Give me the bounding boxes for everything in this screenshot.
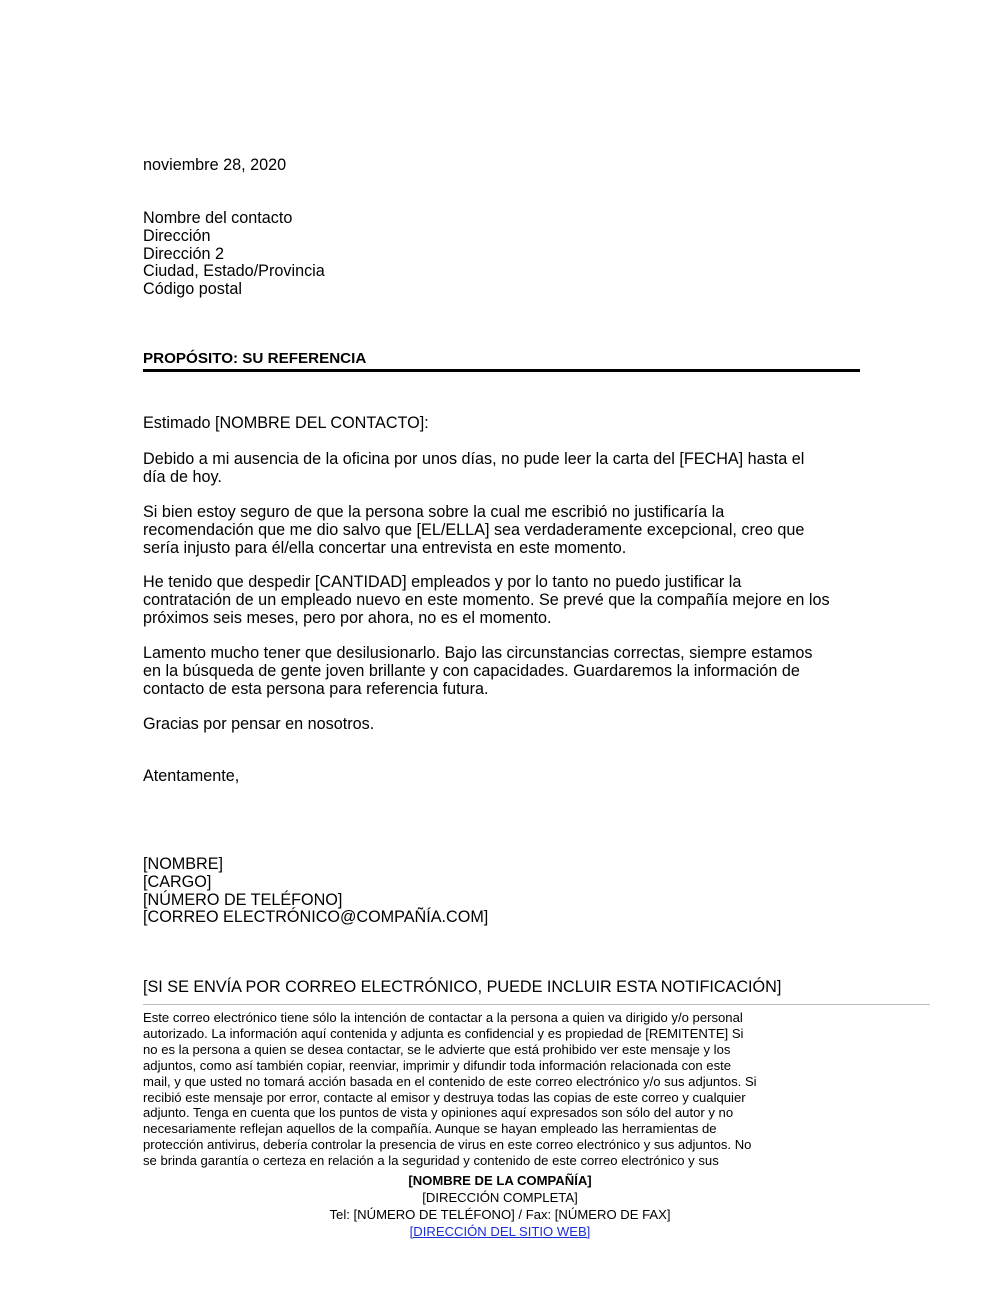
paragraph-line: He tenido que despedir [CANTIDAD] empleados y por lo tanto no puedo justificar la — [143, 573, 742, 591]
company-phone-fax: Tel: [NÚMERO DE TELÉFONO] / Fax: [NÚMERO DE FAX] — [329, 1207, 671, 1222]
disclaimer-line: recibió este mensaje por error, contacte al emisor y destruya todas las copias de este correo y cualquier — [143, 1089, 746, 1105]
paragraph-regret — [143, 645, 863, 698]
paragraph-line: Si bien estoy seguro de que la persona sobre la cual me escribió no justificaría la — [143, 503, 725, 521]
company-name: [NOMBRE DE LA COMPAÑÍA] — [408, 1173, 592, 1188]
paragraph-line: en la búsqueda de gente joven brillante y con capacidades. Guardaremos la información de — [143, 661, 800, 680]
paragraph-line: contacto de esta persona para referencia futura. — [143, 679, 489, 698]
paragraph-line: sería injusto para él/ella concertar una entrevista en este momento. — [143, 538, 627, 557]
salutation: Estimado [NOMBRE DEL CONTACTO]: — [143, 414, 429, 432]
paragraph-line: día de hoy. — [143, 467, 222, 486]
recipient-address — [143, 210, 325, 299]
letter-date: noviembre 28, 2020 — [143, 156, 287, 174]
disclaimer-line: necesariamente reflejan aquellos de la compañía. Aunque se hayan empleado las herramientas de — [143, 1121, 717, 1137]
address-line: Nombre del contacto — [143, 209, 293, 227]
paragraph-line: Lamento mucho tener que desilusionarlo. Bajo las circunstancias correctas, siempre estamos — [143, 644, 813, 662]
closing: Atentamente, — [143, 767, 240, 785]
disclaimer-line: autorizado. La información aquí contenida y adjunta es confidencial y es propiedad de [REMITENTE] Si — [143, 1025, 744, 1041]
subject-line: PROPÓSITO: SU REFERENCIA — [143, 350, 860, 372]
disclaimer-line: adjunto. Tenga en cuenta que los puntos de vista y opiniones aquí expresados son sólo del autor y no — [143, 1105, 734, 1121]
confidentiality-disclaimer — [143, 1010, 863, 1169]
signature-phone: [NÚMERO DE TELÉFONO] — [143, 890, 343, 909]
paragraph-recommendation — [143, 504, 863, 557]
notice-divider — [143, 1004, 930, 1005]
paragraph-layoffs — [143, 574, 863, 627]
disclaimer-line: adjuntos, como así también copiar, reenviar, imprimir y difundir toda información relacionada con este — [143, 1057, 732, 1073]
company-address: [DIRECCIÓN COMPLETA] — [422, 1190, 578, 1205]
website-link[interactable]: [DIRECCIÓN DEL SITIO WEB] — [409, 1224, 591, 1239]
address-line: Dirección 2 — [143, 244, 224, 263]
disclaimer-line: Este correo electrónico tiene sólo la intención de contactar a la persona a quien va dirigido y/o personal — [143, 1010, 743, 1025]
address-line: Ciudad, Estado/Provincia — [143, 262, 325, 281]
address-line: Código postal — [143, 280, 242, 299]
signature-email: [CORREO ELECTRÓNICO@COMPAÑÍA.COM] — [143, 908, 489, 927]
disclaimer-line: protección antivirus, debería controlar la presencia de virus en este correo electrónico y sus adjuntos. No — [143, 1137, 752, 1153]
email-notice-title: [SI SE ENVÍA POR CORREO ELECTRÓNICO, PUEDE INCLUIR ESTA NOTIFICACIÓN] — [143, 978, 782, 996]
paragraph-absence — [143, 451, 863, 487]
paragraph-line: Debido a mi ausencia de la oficina por unos días, no pude leer la carta del [FECHA] hasta el — [143, 450, 805, 468]
disclaimer-line: no es la persona a quien se desea contactar, se le advierte que está prohibido ver este mensaje y los — [143, 1041, 731, 1057]
paragraph-line: contratación de un empleado nuevo en este momento. Se prevé que la compañía mejore en los — [143, 590, 830, 609]
disclaimer-line: mail, y que usted no tomará acción basada en el contenido de este correo electrónico y/o sus adjuntos. Si — [143, 1073, 757, 1089]
signature-title: [CARGO] — [143, 872, 212, 891]
company-footer — [0, 1172, 1000, 1240]
paragraph-line: recomendación que me dio salvo que [EL/ELLA] sea verdaderamente excepcional, creo que — [143, 520, 805, 539]
disclaimer-line: se brinda garantía o certeza en relación a la seguridad y contenido de este correo electrónico y sus — [143, 1153, 719, 1169]
signature-block — [143, 856, 488, 927]
thanks-line: Gracias por pensar en nosotros. — [143, 715, 375, 733]
signature-name: [NOMBRE] — [143, 855, 224, 873]
paragraph-line: próximos seis meses, pero por ahora, no es el momento. — [143, 608, 552, 627]
address-line: Dirección — [143, 226, 211, 245]
